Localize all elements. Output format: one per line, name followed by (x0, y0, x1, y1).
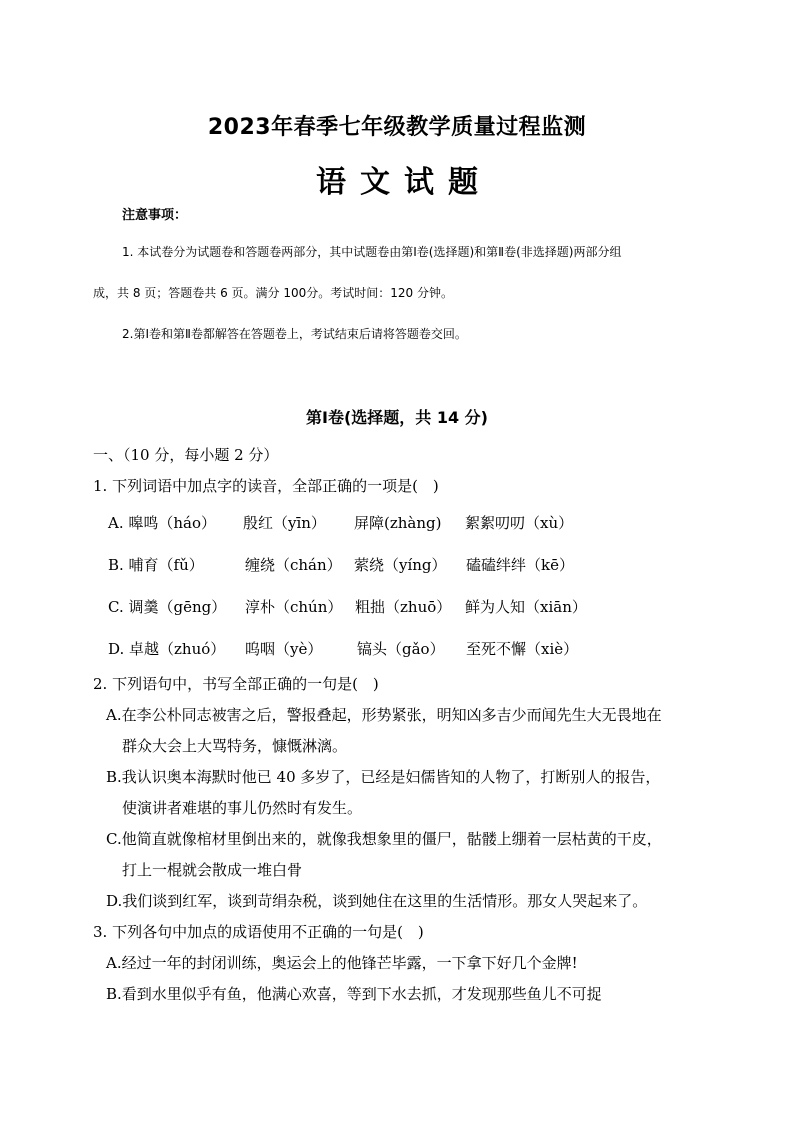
q1-option-d-2: 呜咽（yè） (245, 640, 323, 658)
subject-title: 语文试题 (316, 165, 492, 200)
q2-option-b: B.我认识奥本海默时他已 40 多岁了，已经是妇儒皆知的人物了，打断别人的报告， (106, 768, 661, 786)
q1-option-a-4: 絮絮叨叨（xù） (465, 514, 574, 532)
q1-option-d-4: 至死不懈（xiè） (466, 640, 579, 658)
section-title: 第Ⅰ卷(选择题，共 14 分) (306, 408, 488, 427)
notice-item-2: 2.第Ⅰ卷和第Ⅱ卷都解答在答题卷上，考试结束后请将答题卷交回。 (122, 327, 467, 341)
q1-option-c-1: C. 调羹（gēng） (108, 598, 227, 616)
q1-option-d-3: 镐头（gǎo） (357, 640, 445, 658)
exam-title: 2023年春季七年级教学质量过程监测 (207, 115, 587, 140)
q2-option-b-cont: 使演讲者难堪的事儿仍然时有发生。 (122, 799, 363, 817)
q2-option-c-cont: 打上一棍就会散成一堆白骨 (122, 861, 303, 879)
q1-option-c-4: 鲜为人知（xiān） (465, 598, 587, 616)
q1-option-b-4: 磕磕绊绊（kē） (466, 556, 574, 574)
part-heading: 一、（10 分，每小题 2 分） (93, 446, 279, 464)
question-3-stem: 3. 下列各句中加点的成语使用不正确的一句是( ) (93, 923, 424, 941)
notice-item-1: 1. 本试卷分为试题卷和答题卷两部分，其中试题卷由第Ⅰ卷(选择题)和第Ⅱ卷(非选择题)两部分组 (122, 245, 622, 259)
q3-option-a: A.经过一年的封闭训练，奥运会上的他锋芒毕露，一下拿下好几个金牌! (106, 954, 578, 972)
q2-option-a: A.在李公朴同志被害之后，警报叠起，形势紧张，明知凶多吉少而闻先生大无畏地在 (106, 706, 662, 724)
notice-label: 注意事项： (122, 208, 188, 223)
q2-option-a-cont: 群众大会上大骂特务，慷慨淋漓。 (122, 737, 348, 755)
q2-option-c: C.他简直就像棺材里倒出来的，就像我想象里的僵尸，骷髅上绷着一层枯黄的干皮， (106, 830, 662, 848)
question-2-stem: 2. 下列语句中，书写全部正确的一句是( ) (93, 675, 379, 693)
q1-option-c-2: 淳朴（chún） (245, 598, 343, 616)
q1-option-b-2: 缠绕（chán） (245, 556, 342, 574)
q1-option-a-2: 殷红（yīn） (243, 514, 326, 532)
question-1-stem: 1. 下列词语中加点字的读音，全部正确的一项是( ) (93, 477, 439, 495)
q1-option-b-1: B. 哺育（fǔ） (108, 556, 204, 574)
q3-option-b: B.看到水里似乎有鱼，他满心欢喜，等到下水去抓，才发现那些鱼儿不可捉 (106, 985, 602, 1003)
q1-option-a-3: 屏障(zhàng) (354, 514, 442, 532)
q1-option-b-3: 萦绕（yíng） (354, 556, 447, 574)
q2-option-d: D.我们谈到红军，谈到苛绢杂税，谈到她住在这里的生活情形。那女人哭起来了。 (106, 892, 648, 910)
notice-item-1-cont: 成，共 8 页；答题卷共 6 页。满分 100分。考试时间：120 分钟。 (93, 286, 453, 300)
q1-option-c-3: 粗拙（zhuō） (355, 598, 452, 616)
q1-option-d-1: D. 卓越（zhuó） (108, 640, 226, 658)
q1-option-a-1: A. 嗥鸣（háo） (108, 514, 217, 532)
